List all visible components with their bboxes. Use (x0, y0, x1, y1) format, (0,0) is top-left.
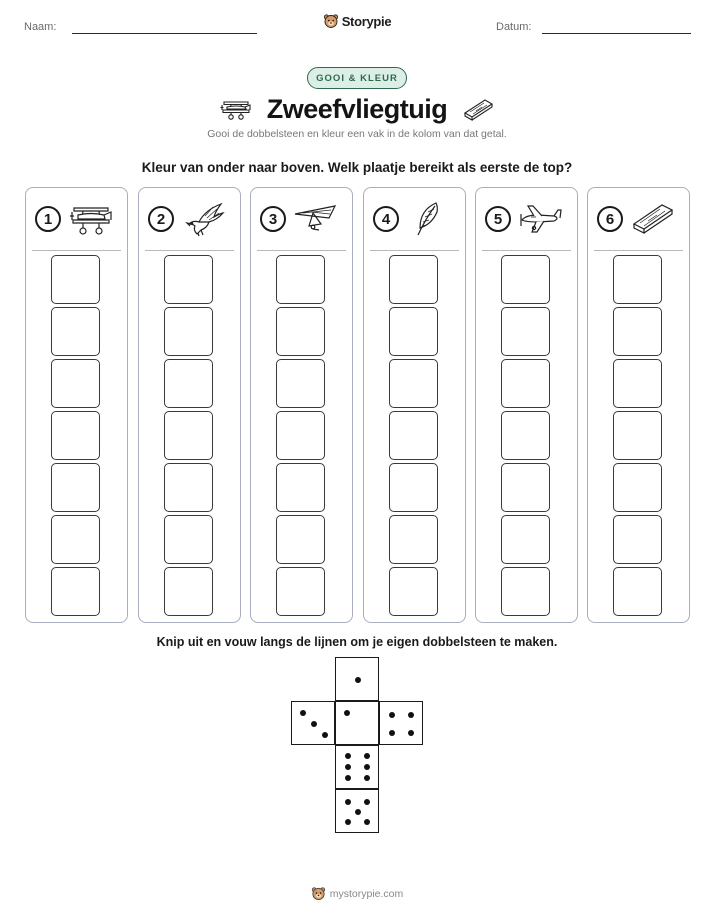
pip (300, 710, 306, 716)
title-row (0, 92, 714, 126)
die-face-3 (291, 701, 335, 745)
name-label: Naam: (24, 21, 57, 33)
pip (345, 753, 351, 759)
column-divider (482, 250, 571, 251)
pip (389, 730, 395, 736)
color-cell[interactable] (276, 515, 325, 564)
color-cell[interactable] (276, 359, 325, 408)
color-cell[interactable] (164, 255, 213, 304)
column-header (588, 188, 689, 250)
cell-stack (501, 255, 551, 619)
color-cell[interactable] (164, 515, 213, 564)
pip (389, 712, 395, 718)
bear-icon (311, 886, 326, 901)
pip (355, 677, 361, 683)
color-cell[interactable] (613, 515, 662, 564)
footer (0, 886, 714, 906)
game-instruction: Kleur van onder naar boven. Welk plaatje bereikt als eerste de top? (141, 160, 573, 175)
cell-stack (276, 255, 326, 619)
column-3 (250, 187, 353, 623)
die-face-4 (379, 701, 423, 745)
column-6 (587, 187, 690, 623)
column-divider (145, 250, 234, 251)
pip (408, 712, 414, 718)
column-divider (32, 250, 121, 251)
color-cell[interactable] (164, 411, 213, 460)
color-cell[interactable] (164, 463, 213, 512)
pip (344, 710, 350, 716)
bear-icon (323, 13, 339, 29)
eagle-icon (181, 200, 227, 238)
color-cell[interactable] (164, 359, 213, 408)
color-cell[interactable] (389, 411, 438, 460)
color-cell[interactable] (51, 255, 100, 304)
cell-stack (51, 255, 101, 619)
color-cell[interactable] (276, 255, 325, 304)
pip (345, 775, 351, 781)
color-cell[interactable] (501, 567, 550, 616)
pip (311, 721, 317, 727)
color-cell[interactable] (501, 463, 550, 512)
column-header (364, 188, 465, 250)
color-cell[interactable] (51, 359, 100, 408)
cell-stack (164, 255, 214, 619)
cell-stack (613, 255, 663, 619)
pip (364, 753, 370, 759)
color-cell[interactable] (51, 567, 100, 616)
column-number: 3 (260, 206, 286, 232)
column-header (251, 188, 352, 250)
color-cell[interactable] (389, 567, 438, 616)
color-cell[interactable] (613, 359, 662, 408)
pip (355, 809, 361, 815)
die-face-1 (335, 701, 379, 745)
color-cell[interactable] (276, 411, 325, 460)
propeller-plane-icon (518, 200, 564, 238)
plank-icon (461, 96, 495, 122)
pip (322, 732, 328, 738)
plank-icon (630, 200, 676, 238)
column-5 (475, 187, 578, 623)
color-cell[interactable] (501, 255, 550, 304)
color-cell[interactable] (51, 307, 100, 356)
color-cell[interactable] (389, 515, 438, 564)
color-cell[interactable] (389, 255, 438, 304)
pip (345, 799, 351, 805)
footer-url[interactable]: mystorypie.com (329, 887, 404, 900)
color-cell[interactable] (276, 307, 325, 356)
pip (364, 764, 370, 770)
brand-logo (0, 13, 714, 34)
hang-glider-icon (293, 200, 339, 238)
column-header (26, 188, 127, 250)
color-cell[interactable] (164, 567, 213, 616)
color-cell[interactable] (51, 515, 100, 564)
color-cell[interactable] (51, 411, 100, 460)
column-number: 6 (597, 206, 623, 232)
page-title: Zweefvliegtuig (266, 93, 448, 124)
date-label: Datum: (496, 21, 532, 33)
color-cell[interactable] (501, 359, 550, 408)
color-cell[interactable] (613, 255, 662, 304)
column-header (476, 188, 577, 250)
date-line[interactable] (542, 33, 691, 34)
biplane-icon (219, 96, 253, 122)
color-cell[interactable] (164, 307, 213, 356)
brand-name: Storypie (341, 13, 392, 29)
column-divider (594, 250, 683, 251)
pip (364, 819, 370, 825)
color-cell[interactable] (389, 307, 438, 356)
column-4 (363, 187, 466, 623)
color-cell[interactable] (389, 463, 438, 512)
feather-icon (406, 200, 452, 238)
column-number: 4 (373, 206, 399, 232)
biplane-icon (68, 200, 114, 238)
color-cell[interactable] (276, 567, 325, 616)
column-2 (138, 187, 241, 623)
column-1 (25, 187, 128, 623)
color-cell[interactable] (613, 307, 662, 356)
subtitle: Gooi de dobbelsteen en kleur een vak in de kolom van dat getal. (207, 128, 507, 140)
color-cell[interactable] (613, 567, 662, 616)
column-header (139, 188, 240, 250)
column-number: 5 (485, 206, 511, 232)
pip (345, 764, 351, 770)
column-divider (257, 250, 346, 251)
column-divider (370, 250, 459, 251)
color-cell[interactable] (501, 515, 550, 564)
color-cell[interactable] (501, 307, 550, 356)
die-face-1 (335, 657, 379, 701)
column-number: 1 (35, 206, 61, 232)
pip (345, 819, 351, 825)
pip (408, 730, 414, 736)
die-face-5 (335, 789, 379, 833)
color-cell[interactable] (51, 463, 100, 512)
color-cell[interactable] (613, 411, 662, 460)
die-instruction: Knip uit en vouw langs de lijnen om je eigen dobbelsteen te maken. (156, 635, 558, 649)
pip (364, 799, 370, 805)
die-face-6 (335, 745, 379, 789)
column-number: 2 (148, 206, 174, 232)
color-cell[interactable] (389, 359, 438, 408)
color-cell[interactable] (501, 411, 550, 460)
pip (364, 775, 370, 781)
color-cell[interactable] (276, 463, 325, 512)
cell-stack (389, 255, 439, 619)
color-cell[interactable] (613, 463, 662, 512)
category-badge: GOOI & KLEUR (307, 67, 407, 89)
